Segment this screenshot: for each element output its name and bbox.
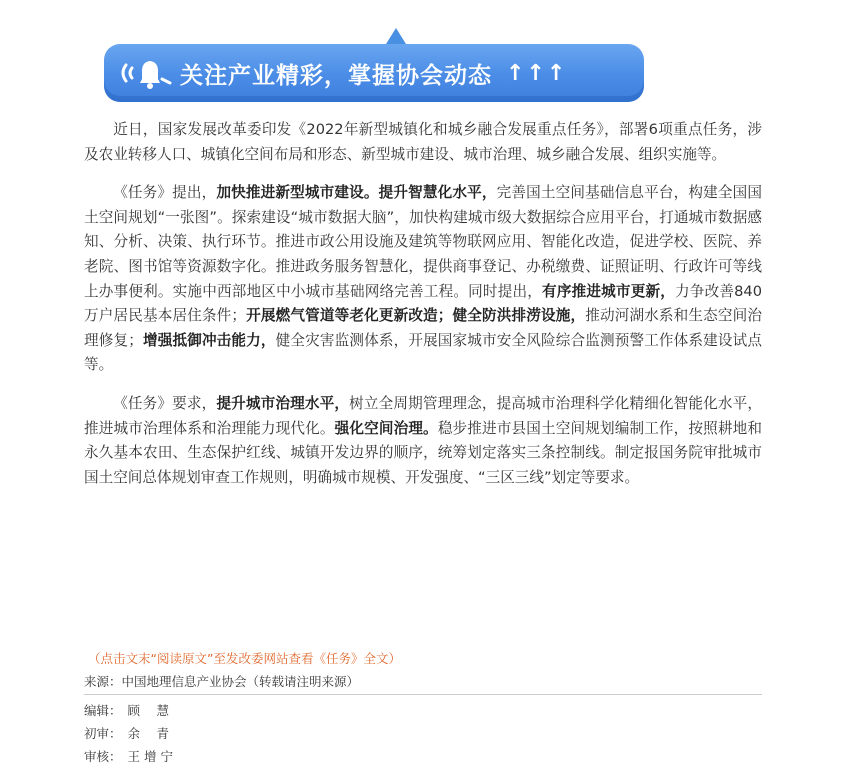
- bold-highlight: 开展燃气管道等老化更新改造；健全防洪排涝设施，: [246, 307, 586, 325]
- text-run: 近日，国家发展改革委印发《2022年新型城镇化和城乡融合发展重点任务》，部署6项重点任务，涉及农业转移人口、城镇化空间布局和形态、新型城市建设、城市治理、城乡融合发展、组织实施等。: [84, 121, 762, 163]
- section-banner: [104, 28, 644, 102]
- banner-bar: [104, 44, 644, 102]
- text-run: 树立全周期管理理念，提高城市治理科学化精细化智能化水平，推进城市治理体系和治理能力现代化。: [84, 394, 762, 437]
- text-run: 《任务》要求，: [113, 394, 217, 412]
- article-paragraph: [84, 392, 762, 490]
- bold-highlight: 加快推进新型城市建设。提升智慧化水平，: [216, 184, 497, 202]
- article-paragraph: [84, 118, 762, 167]
- banner-notch: [386, 28, 406, 44]
- staff-role: 审核：: [84, 749, 122, 764]
- text-run: 推动河湖水系和生态空间治理修复；: [84, 307, 762, 349]
- editor-row: [84, 699, 762, 722]
- bold-highlight: 增强抵御冲击能力，: [142, 331, 276, 349]
- text-run: 健全灾害监测体系，开展国家城市安全风险综合监测预警工作体系建设试点等。: [84, 331, 762, 374]
- source-value: 中国地理信息产业协会（转载请注明来源）: [121, 674, 360, 689]
- banner-arrows: ↑↑↑: [506, 60, 568, 86]
- read-original-note: （点击文末“阅读原文”至发改委网站查看《任务》全文）: [88, 651, 401, 666]
- text-run: 完善国土空间基础信息平台，构建全国国土空间规划“一张图”。探索建设“城市数据大脑”，加快构建城市级大数据综合应用平台，打通城市数据感知、分析、决策、执行环节。推进市政公用设施及建筑等物联网应用、智能化改造，促进学校、医院、养老院、图书馆等资源数字化。推进政务服务智慧化，提供商事登记、办税缴费、证照证明、行政许可等线上办事便利。实施中西部地区中小城市基础网络完善工程。同时提出，: [84, 184, 762, 300]
- bold-highlight: 提升城市治理水平，: [216, 394, 350, 412]
- bold-highlight: 强化空间治理。: [334, 419, 438, 437]
- banner-title: 关注产业精彩，掌握协会动态: [180, 62, 492, 89]
- bold-highlight: 有序推进城市更新，: [542, 282, 676, 300]
- bell-icon: [116, 53, 176, 93]
- article-footer: [84, 648, 762, 768]
- article-body: [84, 118, 762, 504]
- staff-name: 顾 慧: [127, 703, 169, 718]
- staff-name: 王 增 宁: [127, 749, 173, 764]
- text-run: 稳步推进市县国土空间规划编制工作，按照耕地和永久基本农田、生态保护红线、城镇开发边界的顺序，统筹划定落实三条控制线。制定报国务院审批城市国土空间总体规划审查工作规则，明确城市规模、开发强度、“三区三线”划定等要求。: [84, 419, 762, 486]
- staff-name: 余 青: [127, 726, 169, 741]
- first-review-row: [84, 722, 762, 745]
- source-label: 来源：: [84, 674, 122, 689]
- staff-role: 初审：: [84, 726, 122, 741]
- text-run: 《任务》提出，: [113, 184, 217, 202]
- article-paragraph: [84, 181, 762, 378]
- staff-role: 编辑：: [84, 703, 122, 718]
- auditor-row: [84, 745, 762, 768]
- source-line: [84, 670, 762, 695]
- text-run: 力争改善840万户居民基本居住条件；: [84, 282, 762, 325]
